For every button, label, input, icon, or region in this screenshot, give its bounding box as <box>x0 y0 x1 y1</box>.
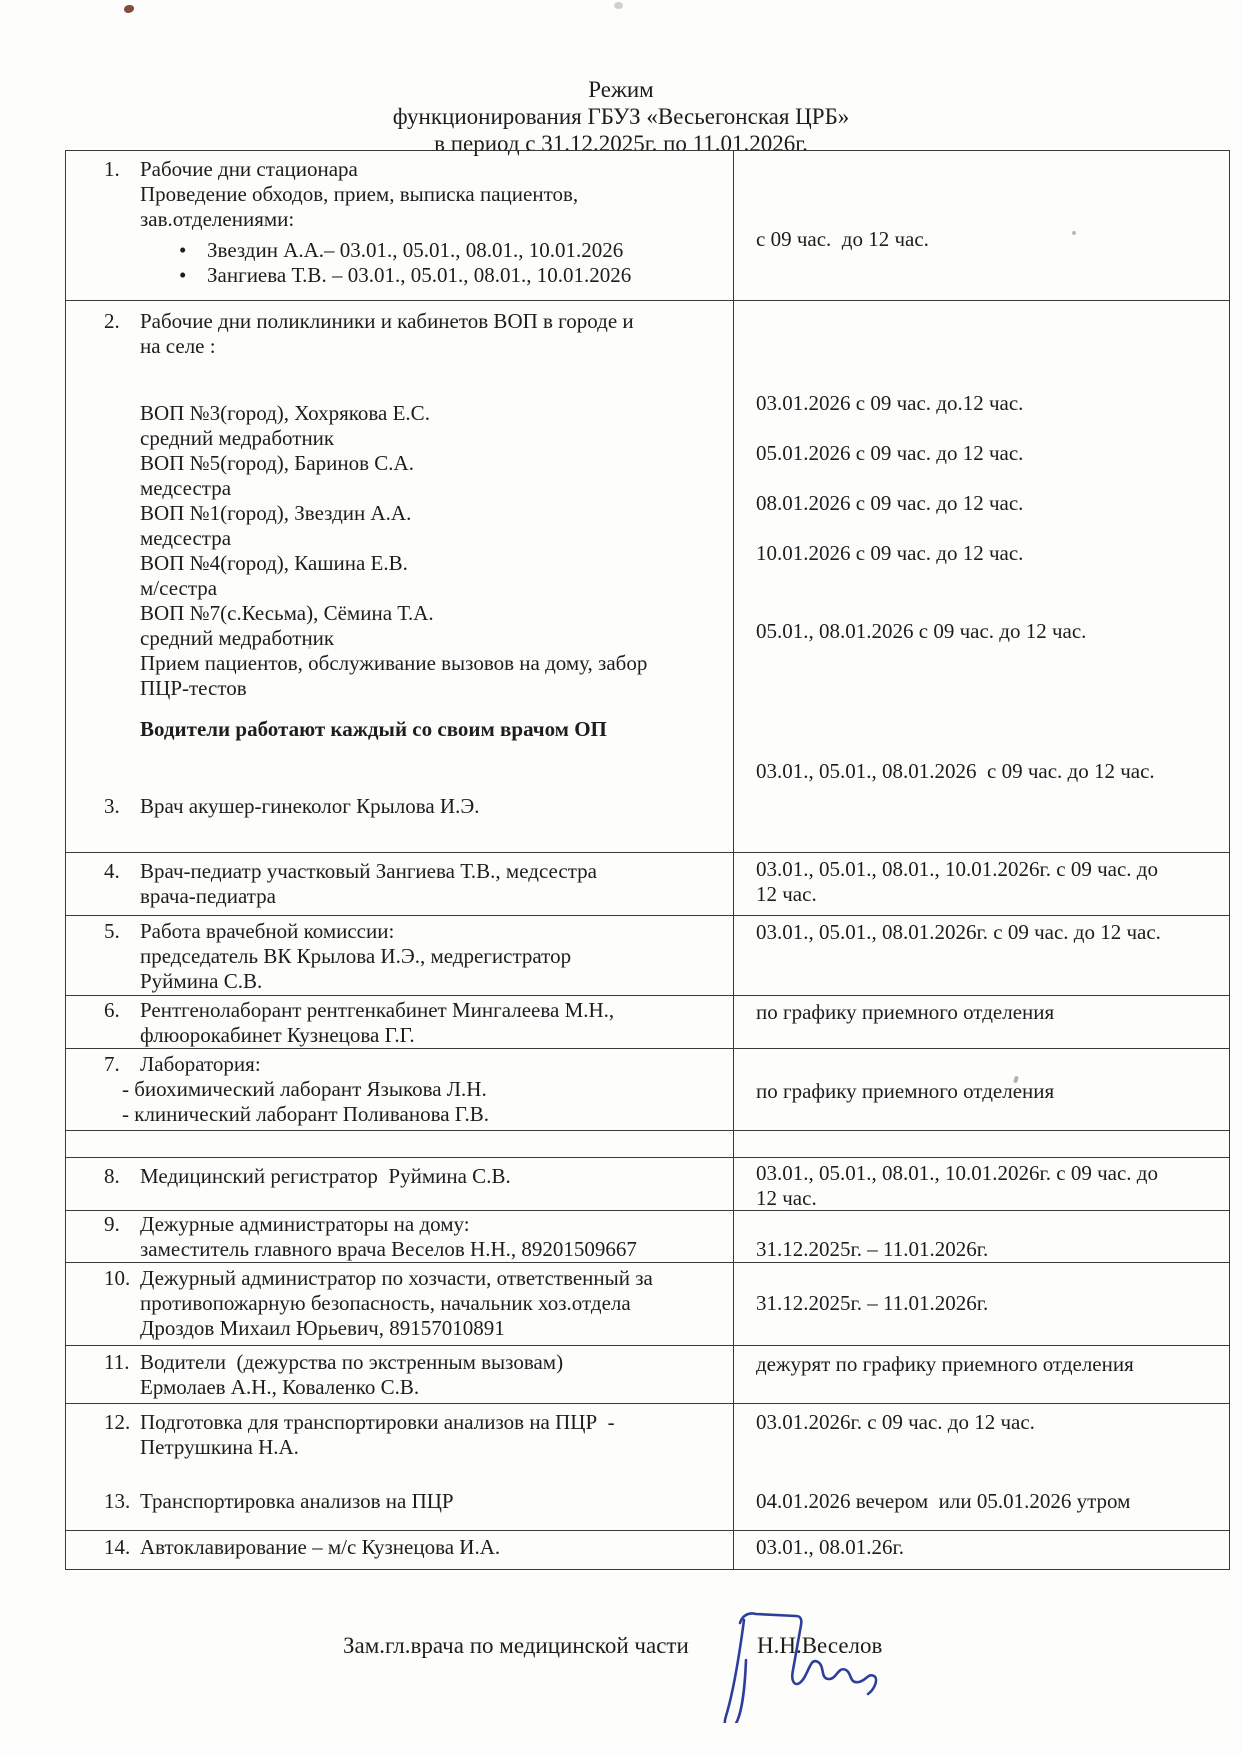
service-text: Проведение обходов, прием, выписка пациентов, <box>140 182 579 206</box>
row4-services-cell <box>66 853 734 915</box>
service-text: ВОП №1(город), Звездин А.А. <box>140 501 412 525</box>
row-number: 8. <box>104 1164 120 1188</box>
table-row-4 <box>66 853 1229 916</box>
service-text: - клинический лаборант Поливанова Г.В. <box>122 1102 490 1126</box>
service-text: председатель ВК Крылова И.Э., медрегистратор <box>140 944 572 968</box>
row-number: 2. <box>104 309 120 333</box>
row7-services-cell <box>66 1049 734 1130</box>
service-text: Дроздов Михаил Юрьевич, 89157010891 <box>140 1316 505 1340</box>
scan-speck <box>124 5 134 13</box>
schedule-text: 03.01.2026г. с 09 час. до 12 час. <box>756 1410 1035 1434</box>
schedule-text: 03.01., 05.01., 08.01., 10.01.2026г. с 09 час. до <box>756 857 1158 881</box>
schedule-text: 03.01., 05.01., 08.01.2026 с 09 час. до 12 час. <box>756 759 1155 783</box>
row10-schedule-cell <box>734 1263 1229 1345</box>
row-number: 14. <box>104 1535 131 1559</box>
item-heading <box>66 794 725 819</box>
service-text: Зангиева Т.В. – 03.01., 05.01., 08.01., 10.01.2026 <box>207 263 632 287</box>
table-row-2 <box>66 301 1229 853</box>
service-text: медсестра <box>140 526 232 550</box>
table-row-spacer <box>66 1131 1229 1158</box>
row14-services-cell <box>66 1531 734 1569</box>
service-text: врача-педиатра <box>140 884 277 908</box>
table-row-10 <box>66 1263 1229 1346</box>
service-text: противопожарную безопасность, начальник хоз.отдела <box>140 1291 631 1315</box>
footer-role-label: Зам.гл.врача по медицинской части <box>343 1633 689 1658</box>
service-text: Медицинский регистратор Руймина С.В. <box>140 1164 511 1188</box>
table-row-5 <box>66 916 1229 996</box>
schedule-text: дежурят по графику приемного отделения <box>756 1352 1134 1376</box>
row5-schedule-cell <box>734 916 1229 995</box>
schedule-text: 04.01.2026 вечером или 05.01.2026 утром <box>756 1489 1131 1513</box>
service-text: Дежурные администраторы на дому: <box>140 1212 470 1236</box>
service-text: Звездин А.А.– 03.01., 05.01., 08.01., 10.01.2026 <box>207 238 624 262</box>
service-text: м/сестра <box>140 576 218 600</box>
row-number: 1. <box>104 157 120 181</box>
service-text: Врач акушер-гинеколог Крылова И.Э. <box>140 794 480 818</box>
service-text: Петрушкина Н.А. <box>140 1435 299 1459</box>
schedule-text: 03.01., 05.01., 08.01., 10.01.2026г. с 09 час. до <box>756 1161 1158 1185</box>
service-text: ВОП №7(с.Кесьма), Сёмина Т.А. <box>140 601 434 625</box>
service-text: Прием пациентов, обслуживание вызовов на дому, забор <box>140 651 648 675</box>
document-title <box>0 76 1242 157</box>
row2-services-cell <box>66 301 734 852</box>
service-text: Ермолаев А.Н., Коваленко С.В. <box>140 1375 420 1399</box>
schedule-table <box>65 150 1230 1570</box>
signature-stroke <box>725 1620 746 1723</box>
service-text: Рентгенолаборант рентгенкабинет Мингалеева М.Н., <box>140 998 615 1022</box>
service-text: Подготовка для транспортировки анализов на ПЦР - <box>140 1410 615 1434</box>
table-row-12-13 <box>66 1404 1229 1531</box>
table-row-8 <box>66 1158 1229 1211</box>
row-number: 7. <box>104 1052 120 1076</box>
row9-services-cell <box>66 1211 734 1262</box>
schedule-text: 12 час. <box>756 1186 817 1210</box>
service-text: заместитель главного врача Веселов Н.Н., 89201509667 <box>140 1237 637 1261</box>
table-row-1 <box>66 151 1229 301</box>
doc-title-line-2: функционирования ГБУЗ «Весьегонская ЦРБ» <box>392 104 850 129</box>
service-text: зав.отделениями: <box>140 207 295 231</box>
footer-signer-name: Н.Н.Веселов <box>757 1633 883 1658</box>
service-text: средний медработник <box>140 426 335 450</box>
service-text: флюорокабинет Кузнецова Г.Г. <box>140 1023 415 1047</box>
service-text: Транспортировка анализов на ПЦР <box>140 1489 454 1513</box>
row-number: 3. <box>104 794 120 818</box>
row14-schedule-cell <box>734 1531 1229 1569</box>
row12-services-cell <box>66 1404 734 1530</box>
service-text: Лаборатория: <box>140 1052 261 1076</box>
schedule-text: 05.01.2026 с 09 час. до 12 час. <box>756 441 1024 465</box>
service-text: Автоклавирование – м/с Кузнецова И.А. <box>140 1535 501 1559</box>
service-text: ВОП №4(город), Кашина Е.В. <box>140 551 408 575</box>
row-number: 6. <box>104 998 120 1022</box>
row10-services-cell <box>66 1263 734 1345</box>
row8-schedule-cell <box>734 1158 1229 1210</box>
doc-title-line-1: Режим <box>588 77 654 102</box>
service-text: Водители (дежурства по экстренным вызовам) <box>140 1350 564 1374</box>
row9-schedule-cell <box>734 1211 1229 1262</box>
list-item <box>179 263 725 288</box>
table-row-6 <box>66 996 1229 1049</box>
service-text: Работа врачебной комиссии: <box>140 919 395 943</box>
row11-services-cell <box>66 1346 734 1403</box>
bullet-icon: • <box>179 238 187 262</box>
service-text: на селе : <box>140 334 216 358</box>
schedule-text: 05.01., 08.01.2026 с 09 час. до 12 час. <box>756 619 1087 643</box>
item-heading <box>66 309 725 334</box>
schedule-text: 12 час. <box>756 882 817 906</box>
schedule-text: по графику приемного отделения <box>756 1079 1055 1103</box>
row1-services-cell <box>66 151 734 300</box>
row11-schedule-cell <box>734 1346 1229 1403</box>
row2-schedule-cell <box>734 301 1229 852</box>
item-heading <box>66 157 725 182</box>
schedule-text: 03.01.2026 с 09 час. до.12 час. <box>756 391 1024 415</box>
row8-services-cell <box>66 1158 734 1210</box>
row1-schedule-cell <box>734 151 1229 300</box>
drivers-note: Водители работают каждый со своим врачом ОП <box>140 717 607 741</box>
row6-services-cell <box>66 996 734 1048</box>
row-number: 12. <box>104 1410 131 1434</box>
service-text: Рабочие дни стационара <box>140 157 358 181</box>
table-row-7 <box>66 1049 1229 1131</box>
row-number: 4. <box>104 859 120 883</box>
row6-schedule-cell <box>734 996 1229 1048</box>
row-number: 10. <box>104 1266 131 1290</box>
schedule-text: 10.01.2026 с 09 час. до 12 час. <box>756 541 1024 565</box>
service-text: Дежурный администратор по хозчасти, ответственный за <box>140 1266 653 1290</box>
service-text: Руймина С.В. <box>140 969 263 993</box>
table-row-11 <box>66 1346 1229 1404</box>
scan-speck <box>614 2 623 9</box>
service-text: Рабочие дни поликлиники и кабинетов ВОП в городе и <box>140 309 634 333</box>
row-number: 13. <box>104 1489 131 1513</box>
table-row-9 <box>66 1211 1229 1263</box>
list-item <box>179 238 725 263</box>
schedule-text: 08.01.2026 с 09 час. до 12 час. <box>756 491 1024 515</box>
schedule-text: с 09 час. до 12 час. <box>756 227 929 251</box>
row4-schedule-cell <box>734 853 1229 915</box>
schedule-text: 31.12.2025г. – 11.01.2026г. <box>756 1291 989 1315</box>
doc-title-line-3: в период с 31.12.2025г. по 11.01.2026г. <box>434 131 808 156</box>
row5-services-cell <box>66 916 734 995</box>
service-text: ПЦР-тестов <box>140 676 247 700</box>
service-text: Врач-педиатр участковый Зангиева Т.В., медсестра <box>140 859 597 883</box>
row7-schedule-cell <box>734 1049 1229 1130</box>
service-text: ВОП №3(город), Хохрякова Е.С. <box>140 401 430 425</box>
schedule-text: 03.01., 08.01.26г. <box>756 1535 904 1559</box>
row-number: 5. <box>104 919 120 943</box>
service-text: медсестра <box>140 476 232 500</box>
schedule-text: по графику приемного отделения <box>756 1000 1055 1024</box>
table-row-14 <box>66 1531 1229 1569</box>
row-number: 9. <box>104 1212 120 1236</box>
signature-stroke <box>740 1613 876 1694</box>
service-text: ВОП №5(город), Баринов С.А. <box>140 451 414 475</box>
bullet-icon: • <box>179 263 187 287</box>
row12-schedule-cell <box>734 1404 1229 1530</box>
service-text: - биохимический лаборант Языкова Л.Н. <box>122 1077 487 1101</box>
schedule-text: 03.01., 05.01., 08.01.2026г. с 09 час. до 12 час. <box>756 920 1161 944</box>
service-text: средний медработник <box>140 626 335 650</box>
schedule-text: 31.12.2025г. – 11.01.2026г. <box>756 1237 989 1261</box>
row-number: 11. <box>104 1350 130 1374</box>
signature-scribble <box>700 1568 885 1723</box>
